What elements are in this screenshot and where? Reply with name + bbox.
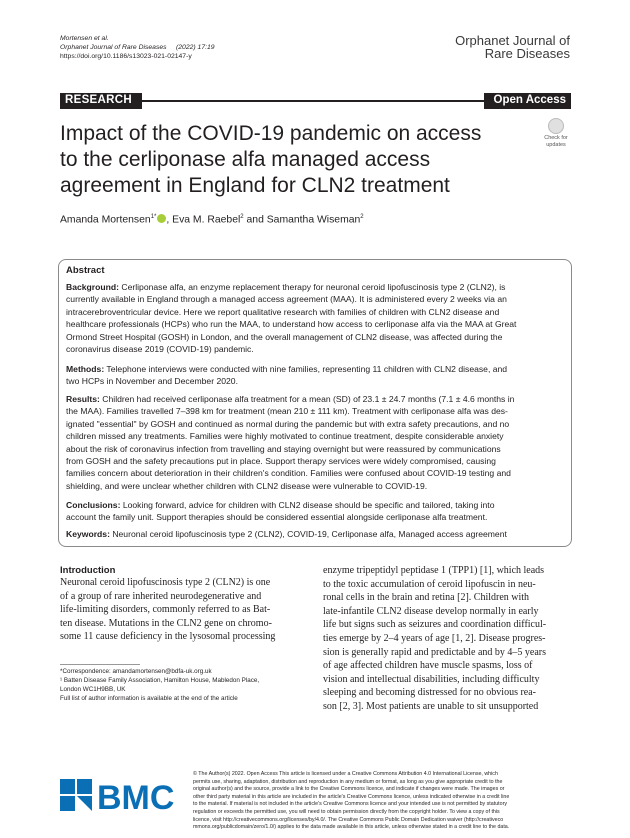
abstract-line: Children had received cerliponase alfa treatment for a mean (SD) of 23.1 ± 24.7 months (7.1 ± 4.6 months in <box>99 394 515 404</box>
abstract-line: Telephone interviews were conducted with nine families, representing 11 children with CLN2 disease, and <box>104 364 508 374</box>
abstract-line: families concern about deterioration in their children's condition. Families were confused about COVID-19 testing and <box>66 468 511 479</box>
license-line: permits use, sharing, adaptation, distribution and reproduction in any medium or format, as long as you give appropriate credit to the <box>193 778 503 785</box>
section-label: Background: <box>66 282 119 292</box>
author-sup: 2 <box>240 214 244 220</box>
intro-right-column <box>323 564 573 714</box>
license-line: other third party material in this article are included in the article's Creative Commons licence, unless indicated otherwise in a credit line <box>193 793 510 800</box>
abstract-conclusions <box>66 499 566 524</box>
header-doi[interactable]: https://doi.org/10.1186/s13023-021-02147-y <box>60 53 192 61</box>
license-line[interactable]: licence, visit http://creativecommons.org/licenses/by/4.0/. The Creative Commons Public Domain Dedication waiver (http://creativeco <box>193 816 504 823</box>
bmc-logo <box>60 777 185 817</box>
body-line: sleeping and becoming distressed for no obvious rea- <box>323 687 537 699</box>
correspondence-note[interactable]: *Correspondence: amandamortensen@bdfa-uk.org.uk <box>60 668 212 675</box>
license-text <box>193 771 573 832</box>
author-name[interactable]: Amanda Mortensen <box>60 214 151 226</box>
abstract-heading: Abstract <box>66 265 105 276</box>
keywords-text: Neuronal ceroid lipofuscinosis type 2 (CLN2), COVID-19, Cerliponase alfa, Managed access agreement <box>109 529 507 539</box>
license-line: original author(s) and the source, provide a link to the Creative Commons licence, and indicate if changes were made. The images or <box>193 786 505 793</box>
header-authors: Mortensen et al. <box>60 35 109 42</box>
journal-line1: Orphanet Journal of <box>455 33 570 48</box>
abstract-line: shielding, and were unclear whether children with CLN2 disease were vulnerable to COVID-19. <box>66 480 428 491</box>
research-label: RESEARCH <box>65 94 132 106</box>
abstract-line: intracerebroventricular device. Here we report qualitative research with families of children with CLN2 disease and <box>66 306 500 317</box>
article-type-bar <box>60 93 571 109</box>
title-line: agreement in England for CLN2 treatment <box>60 174 450 197</box>
author-sup: 2 <box>360 214 364 220</box>
license-line: © The Author(s) 2022. Open Access This article is licensed under a Creative Commons Attribution 4.0 International License, which <box>193 771 498 777</box>
abstract-line: Cerliponase alfa, an enzyme replacement therapy for neuronal ceroid lipofuscinosis type 2 (CLN2), is <box>119 282 506 292</box>
body-line: some 11 cause deficiency in the lysosomal processing <box>60 631 276 643</box>
license-line: regulation or exceeds the permitted use, you will need to obtain permission directly from the copyright holder. To view a copy of this <box>193 808 500 815</box>
abstract-line: about the risk of coronavirus infection from travelling and staying overnight but were reassured by communications <box>66 443 501 454</box>
section-label: Keywords: <box>66 529 110 539</box>
body-line: Neuronal ceroid lipofuscinosis type 2 (CLN2) is one <box>60 577 271 588</box>
check-for-updates-badge[interactable] <box>538 118 574 152</box>
abstract-line: Ormond Street Hospital (GOSH) in London, and the overall management of CLN2 disease, was affected during the <box>66 331 503 342</box>
body-line: to the toxic accumulation of ceroid lipofuscin in neu- <box>323 578 536 590</box>
body-line: of a group of rare inherited neurodegenerative and <box>60 590 262 602</box>
introduction-heading: Introduction <box>60 565 116 576</box>
footnote-divider <box>60 664 140 665</box>
abstract-line: Looking forward, advice for children with CLN2 disease should be specific and tailored, taking into <box>120 500 495 510</box>
section-label: Results: <box>66 394 100 404</box>
body-line: ronal cells in the brain and retina [2]. Children with <box>323 592 530 604</box>
author-list <box>60 214 364 225</box>
article-title <box>60 121 530 199</box>
header-journal: Orphanet Journal of Rare Diseases <box>60 44 167 52</box>
body-line: of age affected children have muscle spasms, loss of <box>323 660 533 672</box>
body-line: ten disease. Mutations in the CLN2 gene on chromo- <box>60 617 272 629</box>
journal-name <box>455 34 570 60</box>
affiliation-note: London WC1H9BB, UK <box>60 686 126 693</box>
abstract-background <box>66 281 566 355</box>
title-line: to the cerliponase alfa managed access <box>60 148 431 171</box>
abstract-line: account the family unit. Support therapies should be considered essential alongside cerliponase alfa treatment. <box>66 512 488 523</box>
abstract-line: two HCPs in November and December 2020. <box>66 376 238 387</box>
author-name[interactable]: , Eva M. Raebel <box>166 214 241 226</box>
title-line: Impact of the COVID-19 pandemic on access <box>60 122 482 145</box>
abstract-line: children missed any treatments. Families were highly motivated to continue treatment, despite considerable anxiety <box>66 431 504 442</box>
section-label: Methods: <box>66 364 105 374</box>
journal-line2: Rare Diseases <box>484 46 570 61</box>
intro-left-column <box>60 576 308 644</box>
body-line: life-limiting disorders, commonly referred to as Bat- <box>60 604 271 616</box>
body-line: enzyme tripeptidyl peptidase 1 (TPP1) [1], which leads <box>323 565 545 576</box>
license-line: to the material. If material is not included in the article's Creative Commons licence and your intended use is not permitted by statutory <box>193 801 507 808</box>
header-year: (2022) 17:19 <box>176 44 215 52</box>
abstract-keywords <box>66 528 566 540</box>
affiliation-note: ¹ Batten Disease Family Association, Hamilton House, Mabledon Place, <box>60 677 260 684</box>
orcid-icon[interactable] <box>157 214 166 223</box>
abstract-line: ignated "essential" by GOSH and continued as normal during the pandemic but with extra safety precautions, and no <box>66 418 510 429</box>
bmc-logo-text: BMC <box>97 779 175 813</box>
section-label: Conclusions: <box>66 500 121 510</box>
abstract-line: from GOSH and the safety precautions put in place. Support therapy services were widely compromised, causing <box>66 456 496 467</box>
body-line: life but signs such as seizures and coordination difficul- <box>323 619 547 631</box>
body-line: son [2, 3]. Most patients are unable to sit unsupported <box>323 700 539 712</box>
author-name[interactable]: and Samantha Wiseman <box>243 214 361 226</box>
running-header <box>60 34 215 62</box>
abstract-line: the MAA). Families travelled 7–398 km for treatment (mean 210 ± 111 km). Treatment with cerliponase alfa was des- <box>66 406 508 417</box>
abstract-methods <box>66 363 566 388</box>
abstract-line: currently available in England through a managed access agreement (MAA). It is administered every 2 weeks via an <box>66 294 507 305</box>
body-line: late-infantile CLN2 disease develop normally in early <box>323 605 539 617</box>
body-line: vision and intellectual disabilities, including difficulty <box>323 673 540 685</box>
badge-line: Check for <box>544 135 568 141</box>
badge-line: updates <box>546 141 566 148</box>
abstract-line: coronavirus disease 2019 (COVID-19) pandemic. <box>66 344 254 355</box>
body-line: sion is generally rapid and predictable and by 4–5 years <box>323 646 546 658</box>
author-sup: 1* <box>150 214 157 220</box>
license-line[interactable]: mmons.org/publicdomain/zero/1.0/) applies to the data made available in this article, unless otherwise stated in a credit line to the data. <box>193 824 510 831</box>
abstract-line: healthcare professionals (HCPs) who run the MAA, to understand how access to cerliponase alfa via the MAA at Great <box>66 319 517 330</box>
body-line: ties emerge by 2–4 years of age [1, 2]. Disease progres- <box>323 632 546 644</box>
abstract-results <box>66 393 566 492</box>
check-updates-icon <box>548 118 564 134</box>
open-access-label: Open Access <box>493 94 566 106</box>
author-info-note: Full list of author information is available at the end of the article <box>60 695 238 702</box>
